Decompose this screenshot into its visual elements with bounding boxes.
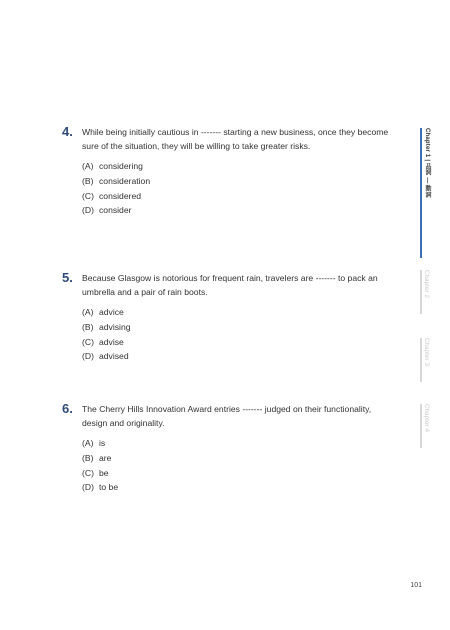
option-text: to be xyxy=(99,482,119,493)
option-b xyxy=(82,451,397,466)
option-d xyxy=(82,349,397,364)
question-5 xyxy=(62,272,397,364)
tab-chapter-1[interactable] xyxy=(420,128,432,258)
option-text: advice xyxy=(99,307,124,317)
option-text: is xyxy=(99,438,106,448)
tab-indicator xyxy=(420,128,422,258)
option-c xyxy=(82,335,397,350)
option-text: advising xyxy=(99,321,131,332)
question-text: Because Glasgow is notorious for frequent rain, travelers are ------- to pack an umbrella and a pair of rain boots. xyxy=(82,273,378,297)
option-d xyxy=(82,480,397,495)
option-letter: (C) xyxy=(82,190,94,201)
tab-label: Chapter 3 xyxy=(423,338,429,367)
option-b xyxy=(82,174,397,189)
tab-label: Chapter 2 xyxy=(423,270,429,299)
option-letter: (C) xyxy=(82,336,94,347)
question-text: The Cherry Hills Innovation Award entries ------- judged on their functionality, design and originality. xyxy=(82,404,372,428)
tab-chapter-3[interactable] xyxy=(420,338,432,382)
answer-options xyxy=(82,436,397,495)
option-b xyxy=(82,320,397,335)
question-4 xyxy=(62,126,397,218)
option-letter: (D) xyxy=(82,351,94,362)
option-text: consider xyxy=(99,205,132,216)
option-text: consideration xyxy=(99,175,151,186)
option-c xyxy=(82,189,397,204)
option-text: advise xyxy=(99,336,124,347)
answer-options xyxy=(82,305,397,364)
option-text: advised xyxy=(99,351,129,362)
option-text: be xyxy=(99,467,109,478)
option-letter: (B) xyxy=(82,175,94,186)
tab-chapter-4[interactable] xyxy=(420,404,432,448)
option-c xyxy=(82,466,397,481)
option-a xyxy=(82,159,397,174)
tab-label: Chapter 4 xyxy=(423,404,429,433)
option-letter: (D) xyxy=(82,205,94,216)
tab-label: Chapter 1 | 品詞 — 動詞 xyxy=(424,128,430,198)
option-letter: (C) xyxy=(82,467,94,478)
option-text: considered xyxy=(99,190,142,201)
option-letter: (D) xyxy=(82,482,94,493)
question-number: 6. xyxy=(62,401,73,416)
tab-indicator xyxy=(420,404,422,448)
question-text: While being initially cautious in ------- starting a new business, once they become sure of the situation, they will be willing to take greater risks. xyxy=(82,127,389,151)
option-text: are xyxy=(99,452,112,463)
option-letter: (A) xyxy=(82,161,94,171)
question-6 xyxy=(62,403,397,495)
tab-indicator xyxy=(420,270,422,314)
option-text: considering xyxy=(99,161,143,171)
option-a xyxy=(82,436,397,451)
option-letter: (B) xyxy=(82,452,94,463)
question-number: 5. xyxy=(62,270,73,285)
tab-indicator xyxy=(420,338,422,382)
page-number: 101 xyxy=(410,582,422,589)
option-letter: (A) xyxy=(82,307,94,317)
answer-options xyxy=(82,159,397,218)
option-d xyxy=(82,203,397,218)
option-letter: (A) xyxy=(82,438,94,448)
option-letter: (B) xyxy=(82,321,94,332)
question-number: 4. xyxy=(62,124,73,139)
option-a xyxy=(82,305,397,320)
tab-chapter-2[interactable] xyxy=(420,270,432,314)
